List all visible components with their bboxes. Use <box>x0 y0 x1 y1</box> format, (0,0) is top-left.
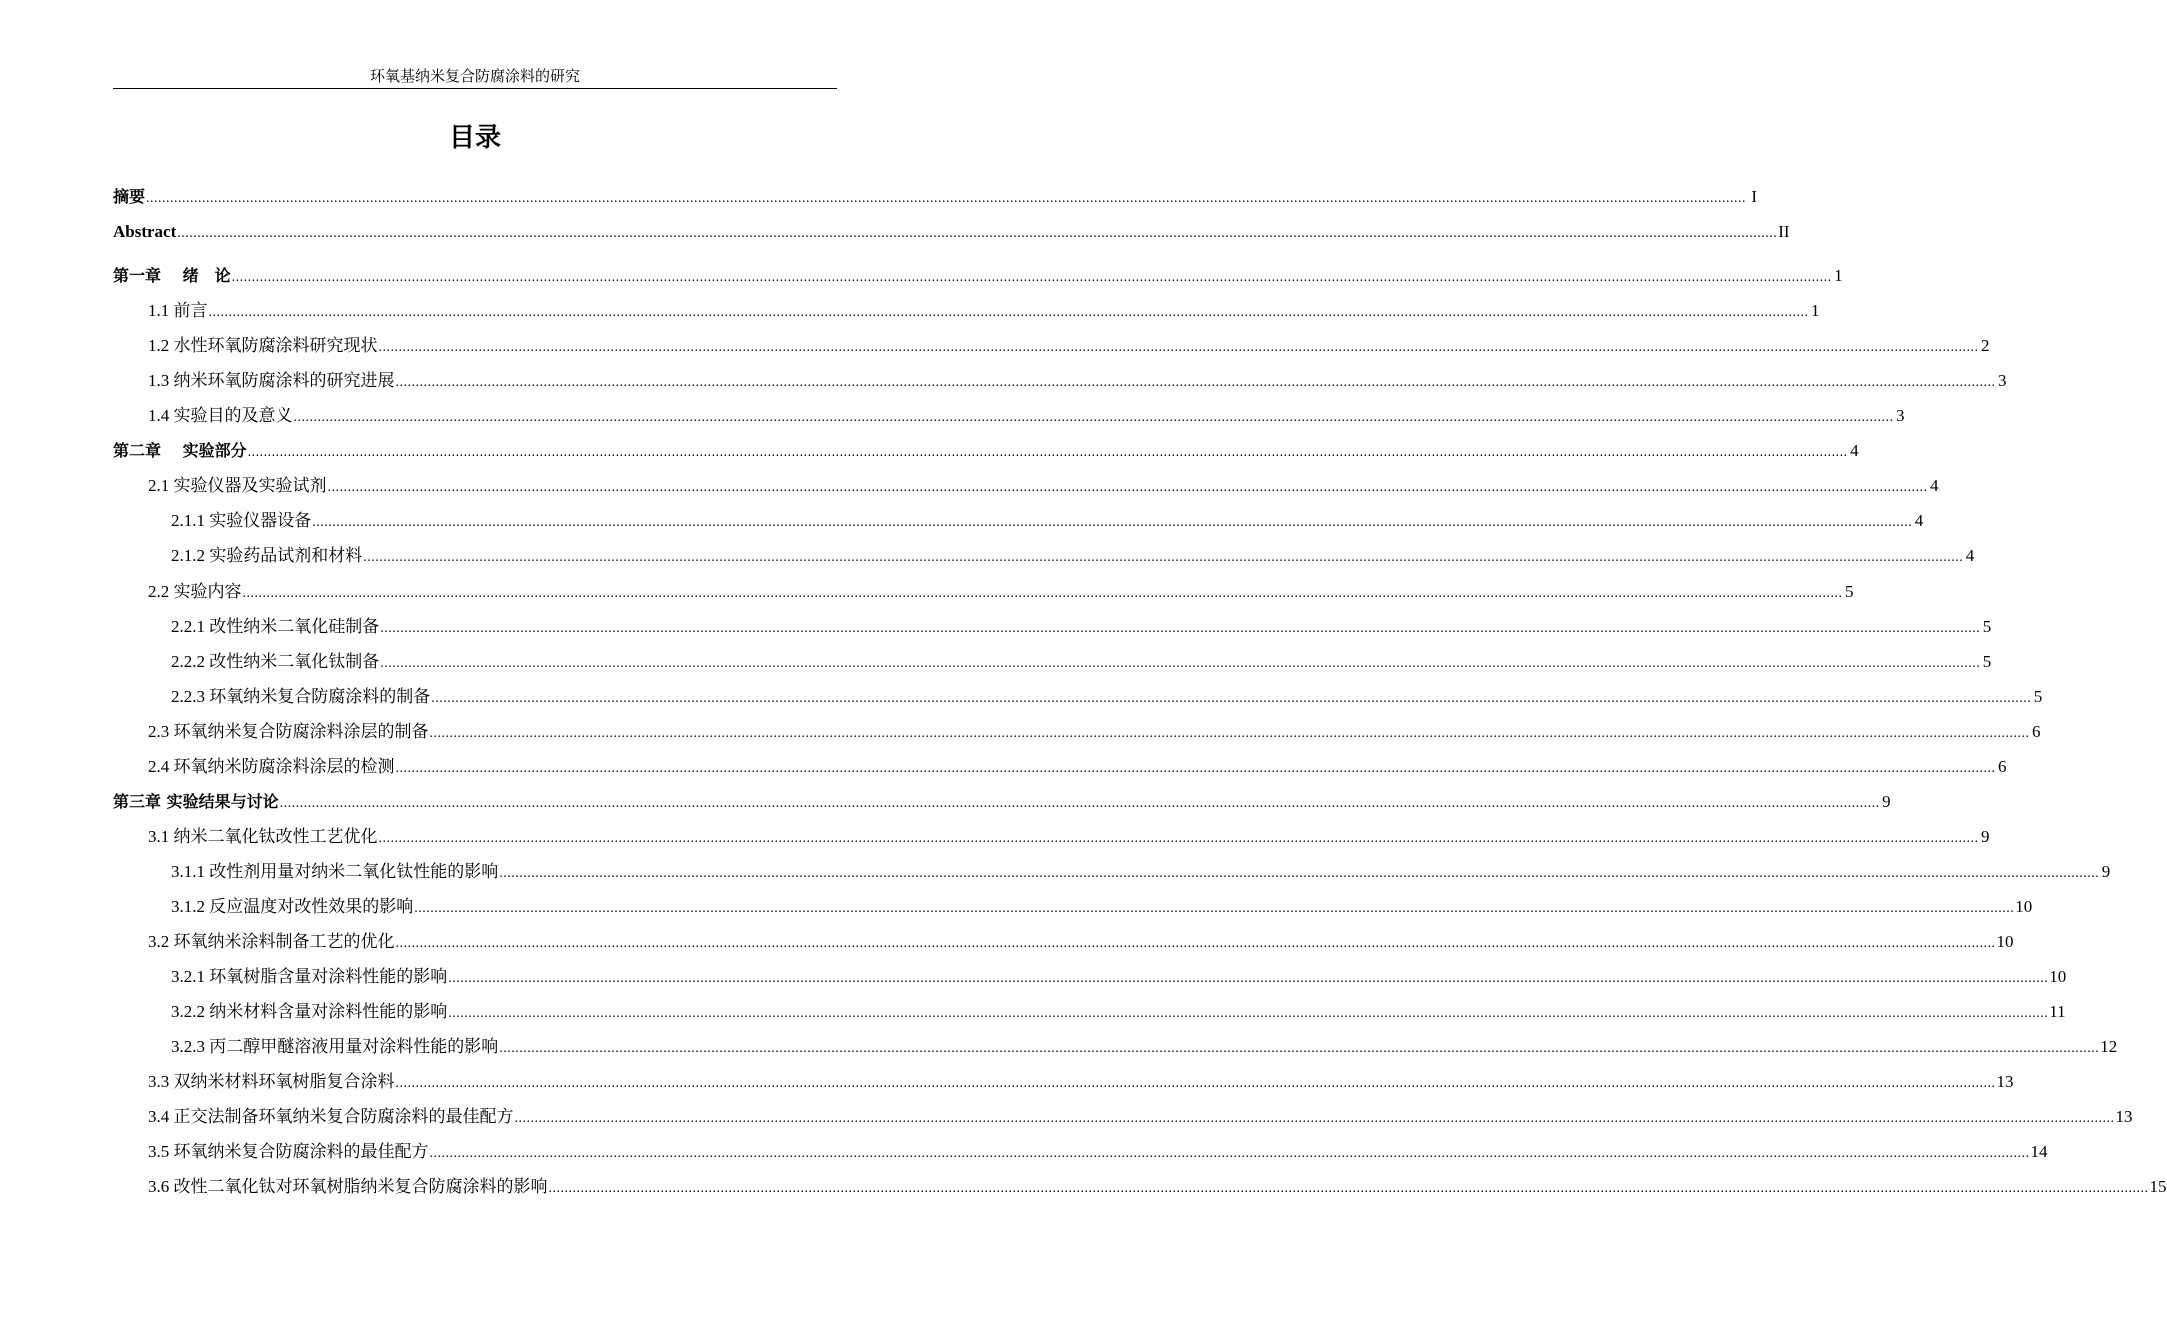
toc-entry[interactable] <box>113 219 1790 245</box>
toc-entry-label: 2.1 实验仪器及实验试剂 <box>148 476 327 495</box>
dot-leader: ................................................................................................................................................................................................................................................................................................................................................................................................................ <box>514 1111 2115 1126</box>
toc-entry[interactable] <box>113 263 1843 289</box>
toc-entry-page-number: 1 <box>1834 266 1843 285</box>
toc-entry-page-number: 10 <box>2049 967 2067 986</box>
toc-entry-label: 3.2.1 环氧树脂含量对涂料性能的影响 <box>171 967 448 986</box>
toc-entry-label: 1.3 纳米环氧防腐涂料的研究进展 <box>148 371 395 390</box>
toc-entry-label: 2.4 环氧纳米防腐涂料涂层的检测 <box>148 757 395 776</box>
toc-entry-page-number: 13 <box>2115 1107 2133 1126</box>
dot-leader: ................................................................................................................................................................................................................................................................................................................................................................................................................ <box>380 621 1981 636</box>
toc-entry-page-number: 1 <box>1811 301 1820 320</box>
toc-entry-page-number: 4 <box>1850 441 1859 460</box>
toc-entry[interactable] <box>171 649 1992 675</box>
toc-entry-label: 1.4 实验目的及意义 <box>148 406 293 425</box>
toc-entry-label: 3.2 环氧纳米涂料制备工艺的优化 <box>148 932 395 951</box>
dot-leader: ................................................................................................................................................................................................................................................................................................................................................................................................................ <box>146 191 1747 206</box>
toc-entry-page-number: 9 <box>2101 862 2111 881</box>
dot-leader: ................................................................................................................................................................................................................................................................................................................................................................................................................ <box>548 1181 2149 1196</box>
dot-leader: ................................................................................................................................................................................................................................................................................................................................................................................................................ <box>429 1146 2030 1161</box>
toc-entry[interactable] <box>148 473 1939 499</box>
toc-entry-label: 3.1 纳米二氧化钛改性工艺优化 <box>148 827 378 846</box>
toc-entry-label: 第三章 实验结果与讨论 <box>113 792 279 811</box>
toc-entry-label: 1.2 水性环氧防腐涂料研究现状 <box>148 336 378 355</box>
dot-leader: ................................................................................................................................................................................................................................................................................................................................................................................................................ <box>448 1006 2049 1021</box>
toc-entry-label: 第二章 实验部分 <box>113 441 247 460</box>
toc-entry[interactable] <box>171 859 2111 885</box>
toc-entry[interactable] <box>148 754 2007 780</box>
toc-entry-page-number: 4 <box>1930 476 1939 495</box>
dot-leader: ................................................................................................................................................................................................................................................................................................................................................................................................................ <box>208 305 1809 320</box>
toc-entry-page-number: 6 <box>2032 722 2041 741</box>
toc-entry[interactable] <box>171 508 1924 534</box>
toc-entry-page-number: 5 <box>1845 582 1854 601</box>
toc-entry-page-number: 12 <box>2100 1037 2118 1056</box>
dot-leader: ................................................................................................................................................................................................................................................................................................................................................................................................................ <box>448 971 2049 986</box>
toc-entry-page-number: 4 <box>1965 546 1975 565</box>
toc-entry-label: 3.3 双纳米材料环氧树脂复合涂料 <box>148 1072 395 1091</box>
dot-leader: ................................................................................................................................................................................................................................................................................................................................................................................................................ <box>279 796 1880 811</box>
toc-entry-page-number: 11 <box>2049 1002 2066 1021</box>
toc-entry[interactable] <box>148 929 2014 955</box>
dot-leader: ................................................................................................................................................................................................................................................................................................................................................................................................................ <box>414 901 2015 916</box>
dot-leader: ................................................................................................................................................................................................................................................................................................................................................................................................................ <box>242 586 1843 601</box>
toc-title: 目录 <box>448 123 501 153</box>
toc-entry-label: 2.2.2 改性纳米二氧化钛制备 <box>171 652 380 671</box>
toc-entry-label: 3.2.2 纳米材料含量对涂料性能的影响 <box>171 1002 448 1021</box>
toc-entry[interactable] <box>171 999 2066 1025</box>
toc-entry-page-number: 5 <box>1982 617 1992 636</box>
toc-entry-label: 摘要 <box>113 187 146 206</box>
toc-entry-page-number: 6 <box>1998 757 2007 776</box>
toc-entry[interactable] <box>148 824 1990 850</box>
toc-entry-page-number: I <box>1751 187 1758 206</box>
toc-entry-label: 第一章 绪 论 <box>113 266 231 285</box>
toc-entry-label: 2.1.1 实验仪器设备 <box>171 511 312 530</box>
toc-entry-label: 3.5 环氧纳米复合防腐涂料的最佳配方 <box>148 1142 429 1161</box>
running-header: 环氧基纳米复合防腐涂料的研究 <box>369 69 580 85</box>
toc-entry[interactable] <box>148 1139 2048 1165</box>
dot-leader: ................................................................................................................................................................................................................................................................................................................................................................................................................ <box>231 270 1832 285</box>
toc-entry[interactable] <box>148 1174 2167 1200</box>
toc-entry[interactable] <box>171 894 2033 920</box>
toc-entry[interactable] <box>148 298 1820 324</box>
toc-entry[interactable] <box>148 1069 2014 1095</box>
dot-leader: ................................................................................................................................................................................................................................................................................................................................................................................................................ <box>395 1076 1996 1091</box>
toc-entry-page-number: 15 <box>2149 1177 2167 1196</box>
toc-entry-label: 2.1.2 实验药品试剂和材料 <box>171 546 363 565</box>
toc-entry-page-number: 9 <box>1882 792 1891 811</box>
toc-entry[interactable] <box>148 368 2007 394</box>
toc-entry[interactable] <box>148 719 2041 745</box>
dot-leader: ................................................................................................................................................................................................................................................................................................................................................................................................................ <box>293 410 1894 425</box>
toc-entry[interactable] <box>171 543 1975 569</box>
header-divider <box>113 88 837 89</box>
toc-entry-page-number: 14 <box>2030 1142 2048 1161</box>
toc-entry[interactable] <box>148 403 1905 429</box>
toc-entry-label: 3.1.2 反应温度对改性效果的影响 <box>171 897 414 916</box>
dot-leader: ................................................................................................................................................................................................................................................................................................................................................................................................................ <box>395 936 1996 951</box>
toc-entry[interactable] <box>148 1104 2133 1130</box>
toc-entry-label: 3.4 正交法制备环氧纳米复合防腐涂料的最佳配方 <box>148 1107 514 1126</box>
toc-entry[interactable] <box>171 1034 2118 1060</box>
toc-entry-label: 2.2.3 环氧纳米复合防腐涂料的制备 <box>171 687 431 706</box>
dot-leader: ................................................................................................................................................................................................................................................................................................................................................................................................................ <box>380 656 1981 671</box>
dot-leader: ................................................................................................................................................................................................................................................................................................................................................................................................................ <box>327 480 1928 495</box>
toc-entry-page-number: 5 <box>1982 652 1992 671</box>
dot-leader: ................................................................................................................................................................................................................................................................................................................................................................................................................ <box>177 226 1778 241</box>
toc-entry[interactable] <box>171 614 1992 640</box>
dot-leader: ................................................................................................................................................................................................................................................................................................................................................................................................................ <box>378 831 1979 846</box>
toc-entry-page-number: 4 <box>1914 511 1924 530</box>
dot-leader: ................................................................................................................................................................................................................................................................................................................................................................................................................ <box>247 445 1848 460</box>
dot-leader: ................................................................................................................................................................................................................................................................................................................................................................................................................ <box>499 866 2100 881</box>
toc-entry-label: 2.2.1 改性纳米二氧化硅制备 <box>171 617 380 636</box>
toc-entry-page-number: 10 <box>1996 932 2014 951</box>
dot-leader: ................................................................................................................................................................................................................................................................................................................................................................................................................ <box>499 1041 2100 1056</box>
dot-leader: ................................................................................................................................................................................................................................................................................................................................................................................................................ <box>395 761 1996 776</box>
dot-leader: ................................................................................................................................................................................................................................................................................................................................................................................................................ <box>363 550 1964 565</box>
toc-entry[interactable] <box>171 964 2067 990</box>
dot-leader: ................................................................................................................................................................................................................................................................................................................................................................................................................ <box>431 691 2032 706</box>
dot-leader: ................................................................................................................................................................................................................................................................................................................................................................................................................ <box>395 375 1996 390</box>
toc-entry-label: 3.6 改性二氧化钛对环氧树脂纳米复合防腐涂料的影响 <box>148 1177 548 1196</box>
toc-entry-page-number: 9 <box>1981 827 1990 846</box>
toc-entry[interactable] <box>171 684 2043 710</box>
toc-entry-page-number: 13 <box>1996 1072 2014 1091</box>
dot-leader: ................................................................................................................................................................................................................................................................................................................................................................................................................ <box>429 726 2030 741</box>
toc-entry[interactable] <box>148 579 1854 605</box>
toc-entry-label: 3.1.1 改性剂用量对纳米二氧化钛性能的影响 <box>171 862 499 881</box>
toc-entry-page-number: 5 <box>2033 687 2043 706</box>
toc-entry-label: 1.1 前言 <box>148 301 208 320</box>
toc-entry-label: 2.3 环氧纳米复合防腐涂料涂层的制备 <box>148 722 429 741</box>
toc-entry-page-number: II <box>1778 222 1790 241</box>
toc-entry[interactable] <box>113 438 1859 464</box>
dot-leader: ................................................................................................................................................................................................................................................................................................................................................................................................................ <box>378 340 1979 355</box>
toc-entry[interactable] <box>148 333 1990 359</box>
toc-entry-label: 3.2.3 丙二醇甲醚溶液用量对涂料性能的影响 <box>171 1037 499 1056</box>
toc-entry[interactable] <box>113 184 1758 210</box>
toc-entry-page-number: 3 <box>1998 371 2007 390</box>
toc-entry[interactable] <box>113 789 1891 815</box>
dot-leader: ................................................................................................................................................................................................................................................................................................................................................................................................................ <box>312 515 1913 530</box>
toc-entry-page-number: 10 <box>2015 897 2033 916</box>
toc-entry-page-number: 2 <box>1981 336 1990 355</box>
toc-entry-page-number: 3 <box>1896 406 1905 425</box>
toc-entry-label: Abstract <box>113 222 177 241</box>
toc-entry-label: 2.2 实验内容 <box>148 582 242 601</box>
